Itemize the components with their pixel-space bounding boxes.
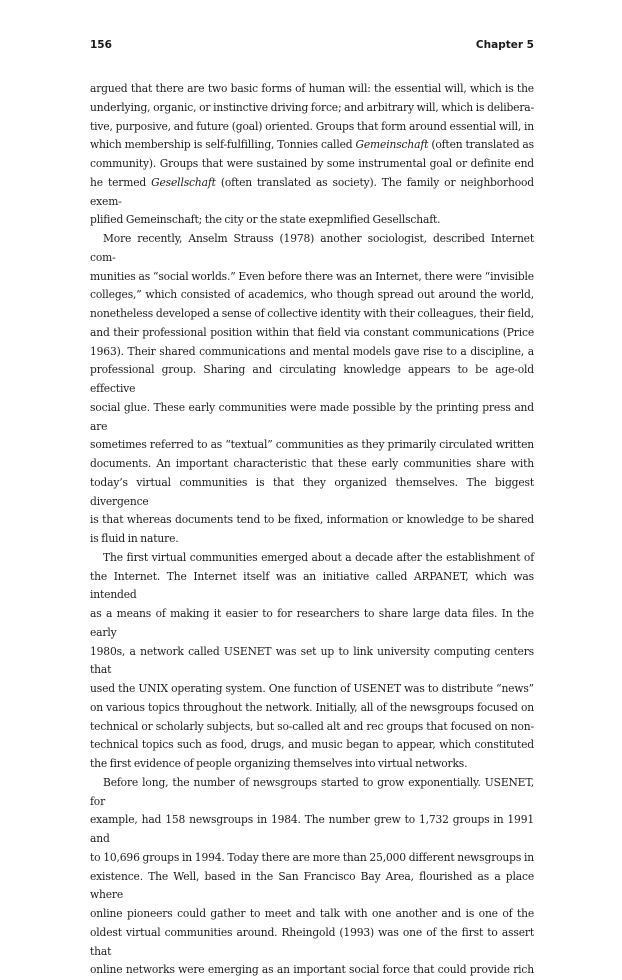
text-line bbox=[90, 699, 534, 718]
line-text: today’s virtual communities is that they organized themselves. The biggest divergence bbox=[90, 475, 534, 508]
line-text: professional group. Sharing and circulating knowledge appears to be age-old effective bbox=[90, 363, 534, 395]
line-text: example, had 158 newsgroups in 1984. The number grew to 1,732 groups in 1991 and bbox=[90, 813, 534, 845]
text-line bbox=[90, 774, 534, 812]
line-text: plified Gemeinschaft; the city or the state exepmlified Gesellschaft. bbox=[90, 213, 441, 227]
text-line bbox=[90, 155, 534, 174]
line-text: Before long, the number of newsgroups started to grow exponentially. USENET, for bbox=[90, 775, 534, 808]
line-text: and their professional position within that field via constant communications (Price bbox=[90, 325, 534, 339]
text-line bbox=[90, 230, 534, 268]
line-text: as a means of making it easier to for researchers to share large data files. In the early bbox=[90, 607, 534, 639]
text-line bbox=[90, 568, 534, 606]
text-line bbox=[90, 399, 534, 437]
text-line bbox=[90, 118, 534, 137]
line-text: technical topics such as food, drugs, and music began to appear, which constituted bbox=[90, 738, 534, 752]
text-line bbox=[90, 680, 534, 699]
text-line bbox=[90, 511, 534, 530]
text-line bbox=[90, 961, 534, 980]
text-line bbox=[90, 324, 534, 343]
line-text: tive, purposive, and future (goal) oriented. Groups that form around essential will, in bbox=[90, 119, 534, 133]
text-line bbox=[90, 849, 534, 868]
text-line bbox=[90, 718, 534, 737]
line-text: The first virtual communities emerged about a decade after the establishment of bbox=[103, 550, 534, 564]
line-text: community). Groups that were sustained by some instrumental goal or definite end bbox=[90, 157, 534, 170]
line-text: used the UNIX operating system. One function of USENET was to distribute “news” bbox=[90, 682, 534, 695]
line-text: technical or scholarly subjects, but so-called alt and rec groups that focused on non- bbox=[90, 719, 534, 733]
line-text: 1980s, a network called USENET was set up to link university computing centers that bbox=[90, 644, 534, 677]
text-line bbox=[90, 755, 534, 774]
line-text: social glue. These early communities were made possible by the printing press and are bbox=[90, 400, 534, 433]
text-line bbox=[90, 924, 534, 962]
text-line bbox=[90, 99, 534, 118]
line-text: existence. The Well, based in the San Francisco Bay Area, flourished as a place where bbox=[90, 869, 534, 902]
text-line bbox=[90, 643, 534, 681]
line-text: oldest virtual communities around. Rheingold (1993) was one of the first to assert that bbox=[90, 925, 534, 958]
line-text: the Internet. The Internet itself was an initiative called ARPANET, which was intended bbox=[90, 569, 534, 602]
text-line bbox=[90, 530, 534, 549]
line-text: online networks were emerging as an important social force that could provide rich bbox=[90, 963, 534, 977]
text-line bbox=[90, 811, 534, 849]
text-line bbox=[90, 436, 534, 455]
text-line bbox=[90, 474, 534, 512]
line-text: 1963). Their shared communications and mental models gave rise to a discipline, a bbox=[90, 344, 534, 358]
text-line bbox=[90, 905, 534, 924]
text-line bbox=[90, 549, 534, 568]
text-line bbox=[90, 736, 534, 755]
line-text: More recently, Anselm Strauss (1978) another sociologist, described Internet com- bbox=[90, 232, 534, 264]
text-line bbox=[90, 80, 534, 99]
line-text: is that whereas documents tend to be fixed, information or knowledge to be shared bbox=[90, 513, 534, 527]
line-text: on various topics throughout the network. Initially, all of the newsgroups focused on bbox=[90, 700, 534, 714]
line-text: munities as “social worlds.” Even before there was an Internet, there were “invisible bbox=[90, 269, 534, 283]
line-text: which membership is self-fulfilling, Tonnies called bbox=[90, 138, 356, 152]
text-line bbox=[90, 343, 534, 362]
text-line bbox=[90, 305, 534, 324]
text-line bbox=[90, 211, 534, 230]
text-line bbox=[90, 174, 534, 212]
body-text bbox=[90, 80, 534, 980]
text-line bbox=[90, 605, 534, 643]
text-line bbox=[90, 361, 534, 399]
italic-term: Gemeinschaft bbox=[355, 138, 429, 152]
text-line bbox=[90, 868, 534, 906]
running-head bbox=[90, 39, 534, 55]
text-line bbox=[90, 286, 534, 305]
chapter-label: Chapter 5 bbox=[475, 39, 534, 51]
line-text-after: (often translated as bbox=[428, 138, 534, 152]
text-line bbox=[90, 136, 534, 155]
line-text: to 10,696 groups in 1994. Today there are more than 25,000 different newsgroups in bbox=[90, 850, 534, 864]
line-text: nonetheless developed a sense of collective identity with their colleagues, their field, bbox=[90, 307, 534, 320]
line-text: argued that there are two basic forms of human will: the essential will, which is the bbox=[90, 82, 534, 95]
line-text: the first evidence of people organizing themselves into virtual networks. bbox=[90, 757, 468, 770]
line-text: he termed bbox=[90, 175, 152, 189]
line-text: online pioneers could gather to meet and talk with one another and is one of the bbox=[90, 907, 534, 920]
text-line bbox=[90, 455, 534, 474]
line-text: is fluid in nature. bbox=[90, 532, 179, 545]
line-text-after: (often translated as society). The family or neighborhood exem- bbox=[90, 175, 534, 208]
line-text: sometimes referred to as “textual” communities as they primarily circulated written bbox=[90, 438, 534, 452]
italic-term: Gesellschaft bbox=[151, 175, 216, 189]
line-text: colleges,” which consisted of academics, who though spread out around the world, bbox=[90, 288, 534, 302]
text-line bbox=[90, 268, 534, 287]
line-text: underlying, organic, or instinctive driving force; and arbitrary will, which is delibera- bbox=[90, 100, 534, 114]
page-number: 156 bbox=[90, 39, 112, 51]
line-text: documents. An important characteristic that these early communities share with bbox=[90, 457, 534, 470]
